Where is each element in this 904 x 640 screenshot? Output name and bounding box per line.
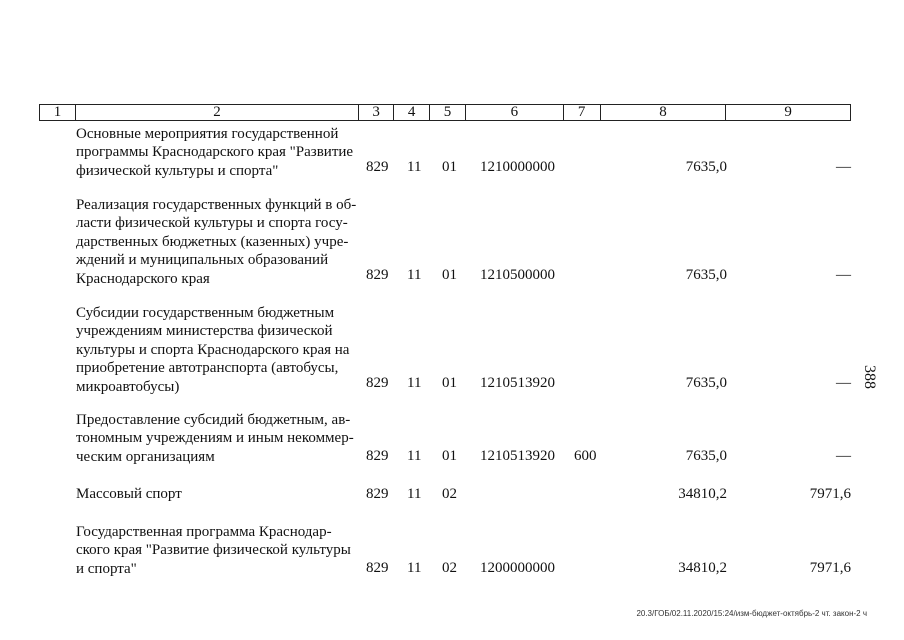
row-col-3: 829 [366,375,389,391]
row-description: Субсидии государственным бюджетным учреждениям министерства физической культуры и спорта Краснодарского края на приобретение автотранспорта (автобусы, микроавтобусы) [76,305,350,395]
header-col-7: 7 [564,105,601,120]
row-description: Массовый спорт [76,486,182,502]
row-col-8: 34810,2 [678,560,727,576]
header-col-4: 4 [394,105,430,120]
row-col-5: 01 [442,375,457,391]
row-col-3: 829 [366,448,389,464]
row-col-3: 829 [366,267,389,283]
header-col-6: 6 [466,105,564,120]
row-col-8: 7635,0 [685,448,727,464]
row-col-5: 02 [442,486,457,502]
row-col-5: 01 [442,448,457,464]
row-col-8: 34810,2 [678,486,727,502]
row-col-8: 7635,0 [685,159,727,175]
row-col-9: — [836,267,851,283]
row-col-9: 7971,6 [809,560,851,576]
row-description: Основные мероприятия государственной программы Краснодарского края "Развитие физической культуры и спорта" [76,126,354,179]
document-footer: 20.3/ГОБ/02.11.2020/15:24/изм-бюджет-октябрь-2 чт. закон-2 ч [636,609,867,618]
row-col-4: 11 [407,375,422,391]
row-col-9: 7971,6 [809,486,851,502]
header-col-9: 9 [784,104,792,120]
column-number-header [39,104,851,121]
header-col-8: 8 [601,105,727,120]
row-col-3: 829 [366,486,389,502]
header-col-3: 3 [359,105,394,120]
row-col-9: — [836,375,851,391]
row-col-6: 1210500000 [480,267,555,283]
row-description: Государственная программа Краснодар- ского края "Развитие физической культуры и спорта" [76,524,351,577]
page-number: 388 [861,365,878,389]
row-col-7: 600 [574,448,597,464]
row-col-4: 11 [407,159,422,175]
row-col-5: 01 [442,267,457,283]
row-description: Реализация государственных функций в об- ласти физической культуры и спорта госу- дарственных бюджетных (казенных) учре- ждений и муниципальных образований Краснодарского края [76,197,357,287]
row-col-6: 1210513920 [480,375,555,391]
row-col-6: 1200000000 [480,560,555,576]
row-col-3: 829 [366,159,389,175]
header-col-2: 2 [76,105,359,120]
row-col-5: 01 [442,159,457,175]
row-col-6: 1210513920 [480,448,555,464]
row-description: Предоставление субсидий бюджетным, ав- тономным учреждениям и иным некоммер- ческим организациям [76,412,354,465]
row-col-3: 829 [366,560,389,576]
row-col-4: 11 [407,448,422,464]
row-col-6: 1210000000 [480,159,555,175]
row-col-5: 02 [442,560,457,576]
row-col-9: — [836,448,851,464]
row-col-9: — [836,159,851,175]
row-col-4: 11 [407,267,422,283]
row-col-4: 11 [407,560,422,576]
header-col-5: 5 [430,105,466,120]
row-col-4: 11 [407,486,422,502]
header-col-1: 1 [40,105,76,120]
row-col-8: 7635,0 [685,267,727,283]
row-col-8: 7635,0 [685,375,727,391]
